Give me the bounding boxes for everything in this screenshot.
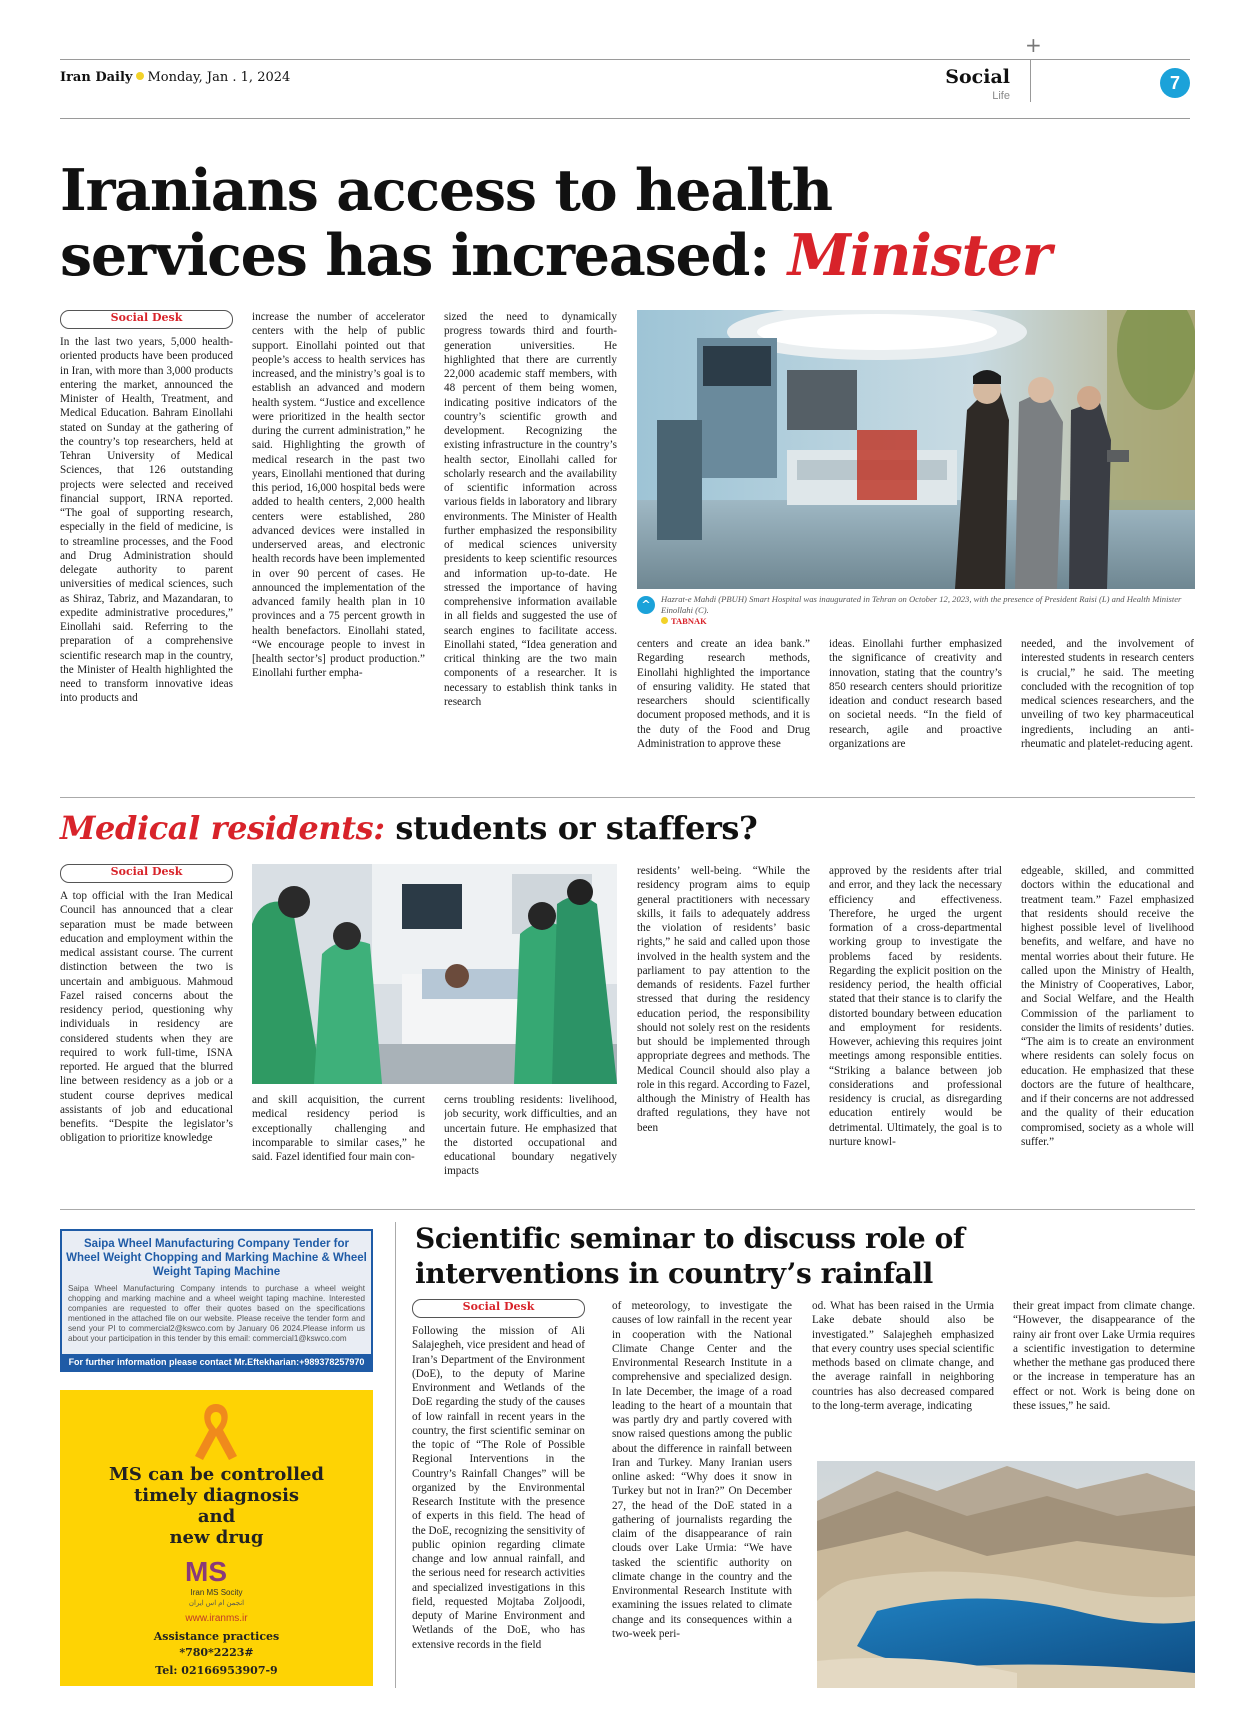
article1-col3 <box>444 310 617 780</box>
article1-headline <box>60 158 1060 288</box>
saipa-tender-ad <box>60 1229 373 1372</box>
awareness-ribbon-icon <box>191 1400 241 1462</box>
section-name: Social <box>945 66 1010 88</box>
article1-col6-text: needed, and the involvement of interested students in research centers is crucial,” he said. The meeting concluded with the recognition of top medical sciences researchers, and the unveiling of two key pharmaceutical ingredients, including an anti-rheumatic and platelet-reducing agent. <box>1021 638 1194 750</box>
crop-mark-icon: + <box>1025 33 1042 57</box>
article3-headline-line2: interventions in country’s rainfall <box>415 1257 933 1290</box>
yellow-dot-icon <box>136 72 144 80</box>
article1-bottom-rule <box>60 797 1195 798</box>
article2-desk-tag: Social Desk <box>60 864 233 883</box>
ms-society-website: www.iranms.ir <box>185 1613 248 1624</box>
article1-col2 <box>252 310 425 780</box>
lake-landscape-photo <box>817 1461 1195 1688</box>
article2-col3 <box>444 1093 617 1195</box>
page-number-badge: 7 <box>1160 68 1190 98</box>
article3-headline-line1: Scientific seminar to discuss role of <box>415 1222 965 1255</box>
ms-assistance-label: Assistance practices <box>153 1630 280 1643</box>
ms-ad-line3: and <box>197 1506 236 1527</box>
article3-col1 <box>412 1299 585 1689</box>
header-separator <box>1030 60 1031 102</box>
article2-col6 <box>1021 864 1194 1194</box>
subsection-name: Life <box>992 90 1010 102</box>
article2-headline-main: students or staffers? <box>384 809 758 847</box>
article1-headline-main: Iranians access to health services has increased: <box>60 157 832 289</box>
saipa-ad-title: Saipa Wheel Manufacturing Company Tender for Wheel Weight Chopping and Marking Machine & Wheel Weight Taping Machine <box>66 1238 367 1278</box>
ms-society-ad <box>60 1390 373 1686</box>
ms-ad-line4: new drug <box>169 1527 264 1548</box>
paper-name: Iran Daily <box>60 70 133 85</box>
article3-col1-text: Following the mission of Ali Salajegheh, vice president and head of Iran’s Department of the Environment (DoE), to the deputy of Marine Environment and Wetlands of the DoE regarding the study of the causes of low rainfall in recent years in the country, the first scientific seminar on the topic of “The Role of Possible Regional Interventions in the Country’s Rainfall Changes” will be organized by the Environmental Research Institute with the presence of experts in this field. The head of the DoE, recognizing the sensitivity of public opinion regarding climate change and low annual rainfall, and the serious need for research activities and specialized investigations in this field, requested Mojtaba Zoljoodi, deputy of Marine Environment and Wetlands of the DoE, who has extensive records in the field <box>412 1325 585 1651</box>
article1-col5-text: ideas. Einollahi further emphasized the significance of creativity and innovation, stating that the country’s 850 research centers should prioritize ideation and conduct research based on societal needs. “In the field of research, agile and proactive organizations are <box>829 638 1002 750</box>
credit-dot-icon <box>661 617 668 624</box>
article1-col2-text: increase the number of accelerator centers with the help of public support. Einollahi pointed out that people’s access to health services has increased, and the ministry’s goal is to establish an advanced and modern health system. “Justice and excellence were prioritized in the health sector during the current administration,” he said. Highlighting the growth of medical research in the past two years, Einollahi mentioned that during this period, 16,000 hospital beds were added to health centers, 2,000 health centers were established, 280 advanced devices were installed in underserved areas, and electronic health records have been implemented in over 90 percent of cases. He announced the implementation of the advanced family health plan in 10 provinces and a 75 percent growth in health benefactors. Einollahi stated, “We encourage people to invest in [health sector’s] product production.” Einollahi further empha- <box>252 311 425 680</box>
saipa-ad-body: Saipa Wheel Manufacturing Company intends to purchase a wheel weight chopping and marking machine and a wheel weight taping machine. Interested companies are requested to offer their quotes based on the specifications mentioned in the attached file on our website. Please receive the tender form and send your PI to commercial2@kswco.com by January 06 2024.Please inform us about your participation in this tender by this email: commercial1@kswco.com <box>68 1284 365 1343</box>
ms-telephone: Tel: 02166953907-9 <box>155 1664 278 1677</box>
ms-ussd-code: *780*2223# <box>179 1646 254 1659</box>
article1-col6 <box>1021 637 1194 782</box>
article1-headline-accent: Minister <box>787 222 1051 289</box>
article2-col2 <box>252 1093 425 1195</box>
article2-col4-text: residents’ well-being. “While the residency program aims to equip general practitioners with necessary skills, it fails to adequately address the violation of residents’ basic rights,” he said and called upon those involved in the health system and the parliament to pay attention to the demands of residents. Fazel further stressed that during the residency education period, the responsibility should not solely rest on the residents but should be implemented through appropriate degrees and methods. The Medical Council should also play a role in this regard. According to Fazel, although the Ministry of Health has drafted regulations, they have not been <box>637 865 810 1134</box>
ads-divider <box>395 1222 396 1688</box>
article2-col1-text: A top official with the Iran Medical Council has announced that a clear separation must be made between education and employment within the medical assistant course. The current distinction between the two is uncertain and ambiguous. Mahmoud Fazel raised concerns about the residency period, questioning why individuals in residency are considered students when they are required to work full-time, ISNA reported. He argued that the blurred line between residency as a job or a student course deprives medical assistants of job and educational benefits. “Despite the legislator’s obligation to prioritize knowledge <box>60 890 233 1145</box>
ms-society-name: Iran MS Socity <box>190 1588 243 1597</box>
issue-date: Monday, Jan . 1, 2024 <box>147 70 291 85</box>
header-bottom-rule <box>60 118 1190 119</box>
ms-ad-line1: MS can be controlled <box>108 1464 325 1485</box>
saipa-ad-contact: For further information please contact Mr.Eftekharian:+989378257970 <box>62 1354 371 1370</box>
article2-col2-text: and skill acquisition, the current medical residency period is exceptionally challenging and incomparable to similar cases,” he said. Fazel identified four main con- <box>252 1094 425 1163</box>
article2-col6-text: edgeable, skilled, and committed doctors within the educational and treatment team.” Fazel emphasized that residents should receive the highest possible level of livelihood benefits, and welfare, and have no mental worries about their future. He called upon the Ministry of Health, the Ministry of Cooperatives, Labor, and Social Welfare, and the Health Commission of the parliament to consider the limits of residents’ duties. “The aim is to create an environment where residents can solely focus on education. He emphasized that these doctors are the future of healthcare, and if their concerns are not addressed and the quality of their education compromised, society as a whole will suffer.” <box>1021 865 1194 1148</box>
article3-headline <box>415 1221 965 1291</box>
article3-col2-text: of meteorology, to investigate the causes of low rainfall in the recent year in cooperation with the National Climate Change Center and the Environmental Research Institute in a comprehensive and specialized design. In late December, the image of a road leading to the heart of a mountain that was partly dry and partly covered with snow raised questions among the public about the difference in rainfall between Iran and Turkey. Many Iranian users online asked: “Why does it snow in Turkey but not in Iran?” On December 27, the head of the DoE stated in a gathering of journalists regarding the claim of the disappearance of rain clouds over Lake Urmia: “We have tasked the scientific authority on climate change in the country and the Environmental Research Institute with examining the issues related to climate change and its consequences within a two-week peri- <box>612 1300 792 1640</box>
section-label <box>945 66 1010 102</box>
header-top-rule <box>60 59 1190 60</box>
article1-col4 <box>637 637 810 782</box>
article2-col3-text: cerns troubling residents: livelihood, job security, work difficulties, and an uncertain future. He emphasized that the distorted occupational and educational boundary negatively impacts <box>444 1094 617 1178</box>
article3-col2 <box>612 1299 792 1689</box>
ms-ad-line2: timely diagnosis <box>133 1485 300 1506</box>
article3-col4 <box>1013 1299 1195 1449</box>
article1-col5 <box>829 637 1002 782</box>
article1-col4-text: centers and create an idea bank.” Regarding research methods, Einollahi highlighted the importance of ensuring validity. He stated that researchers should scientifically document proposed methods, and it is the duty of the Food and Drug Administration to approve these <box>637 638 810 750</box>
article2-headline-accent: Medical residents: <box>60 809 385 847</box>
medical-residents-photo <box>252 864 617 1084</box>
caption-arrow-icon: ^ <box>637 596 655 614</box>
hospital-photo <box>637 310 1195 589</box>
article2-col5-text: approved by the residents after trial and error, and they lack the necessary efficiency and effectiveness. Therefore, he urged the urgent formation of a cross-departmental working group to investigate the problems faced by residents. Regarding the explicit position on the residency period, the health official stated that their stance is to clarify the distorted boundary between education and employment for residents. However, achieving this requires joint meetings among responsible entities. “Striking a balance between job considerations and professional residency is crucial, as disregarding education entirely would be detrimental. Ultimately, the goal is to nurture knowl- <box>829 865 1002 1148</box>
article1-col3-text: sized the need to dynamically progress towards third and fourth-generation universities. He highlighted that there are currently 22,000 academic staff members, with 48 percent of them being women, indicating positive indicators of the country’s scientific growth and development. Recognizing the existing infrastructure in the country’s health sector, Einollahi called for scholarly research and the availability of scientific information across various fields in laboratory and library environments. The Minister of Health further emphasized the responsibility of medical sciences university presidents to keep scientific resources and information up-to-date. He stressed the importance of having comprehensive information available in all fields and suggested the use of search engines to facilitate access. Einollahi stated, “Idea generation and critical thinking are the two main components of a researcher. It is necessary to establish think tanks in research <box>444 311 617 708</box>
article2-col4 <box>637 864 810 1194</box>
article3-col3 <box>812 1299 994 1449</box>
article1-desk-tag: Social Desk <box>60 310 233 329</box>
article2-bottom-rule <box>60 1209 1195 1210</box>
photo-caption <box>637 594 1197 627</box>
article2-col5 <box>829 864 1002 1194</box>
masthead <box>60 70 290 85</box>
article2-col1 <box>60 864 233 1194</box>
article3-col3-text: od. What has been raised in the Urmia Lake debate should also be investigated.” Salajegheh emphasized that every country uses special scientific methods based on climate change, and the average rainfall in neighboring countries has also decreased compared to the long-term average, indicating <box>812 1300 994 1412</box>
ms-ad-headline <box>60 1464 373 1548</box>
photo-credit: TABNAK <box>671 616 707 626</box>
article1-col1 <box>60 310 233 780</box>
article3-col4-text: their great impact from climate change. “However, the disappearance of the rainy air front over Lake Urmia requires a scientific investigation to determine whether the methane gas produced there or the increase in temperature has an effect or not. Work is being done on these issues,” he said. <box>1013 1300 1195 1412</box>
article1-col1-text: In the last two years, 5,000 health-oriented products have been produced in Iran, with more than 3,000 products entering the market, announced the Minister of Health, Treatment, and Medical Education. Bahram Einollahi stated on Sunday at the gathering of the country’s top researchers, held at Tehran University of Medical Sciences, that 126 outstanding projects were selected and received financial support, IRNA reported. “The goal of supporting research, especially in the field of medicine, is to streamline processes, and the Food and Drug Administration should delegate authority to parent universities of medical sciences, such as Shiraz, Tabriz, and Mazandaran, to expedite administrative procedures,” Einollahi said. Referring to the preparation of a comprehensive scientific research map in the country, the Minister of Health highlighted the need to transform innovative ideas into products and <box>60 336 233 705</box>
article2-headline <box>60 808 757 848</box>
ms-society-name-fa: انجمن ام اس ایران <box>188 1600 245 1607</box>
article3-desk-tag: Social Desk <box>412 1299 585 1318</box>
photo-caption-text: Hazrat-e Mahdi (PBUH) Smart Hospital was inaugurated in Tehran on October 12, 2023, with the presence of President Raisi (L) and Health Minister Einollahi (C). <box>661 594 1182 615</box>
ms-society-logo: MS <box>185 1556 227 1587</box>
